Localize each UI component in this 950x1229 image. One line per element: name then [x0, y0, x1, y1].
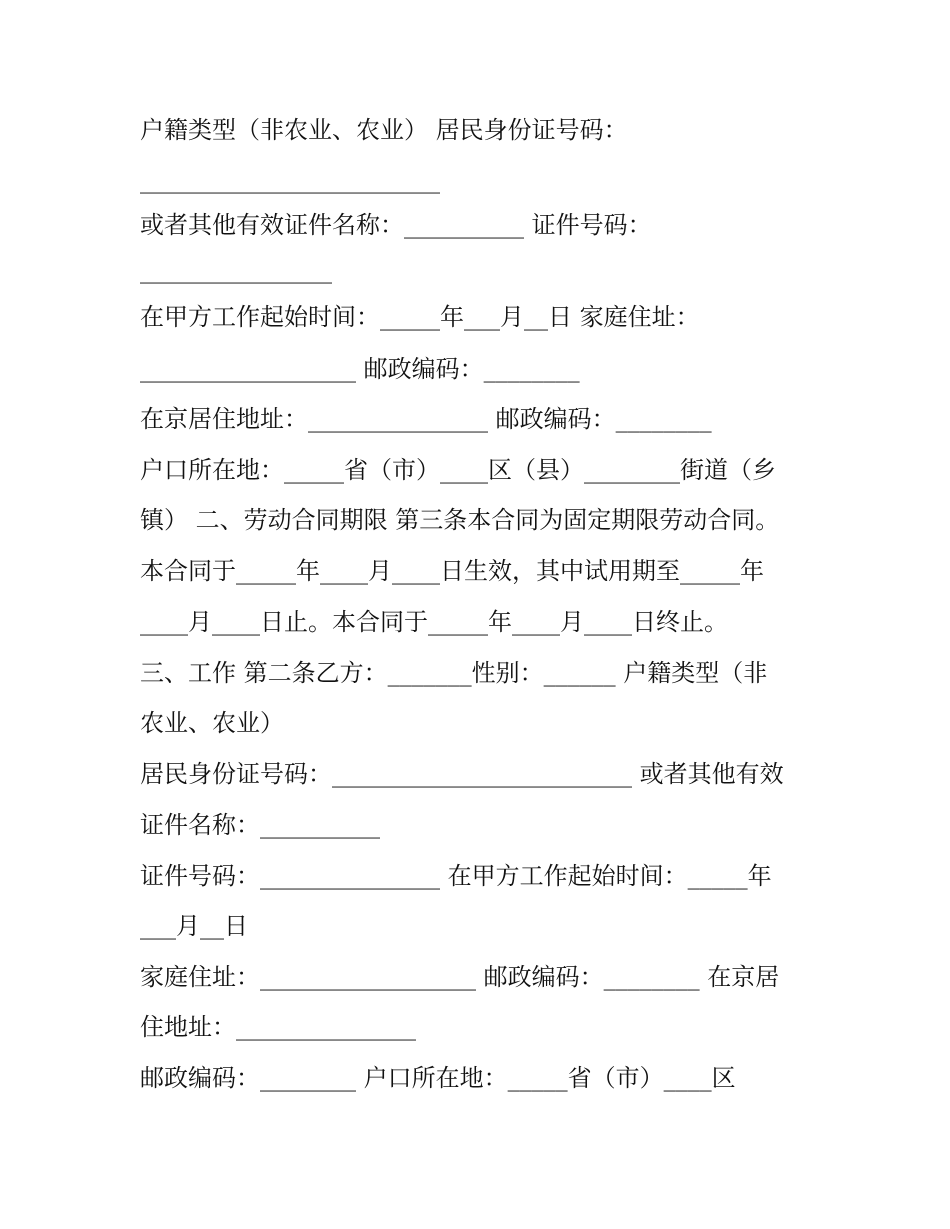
text-line: __________________ 邮政编码：________ — [140, 355, 580, 383]
text-line: ________________ — [140, 256, 332, 284]
text-line: 住地址：_______________ — [140, 1013, 416, 1041]
text-line: 在甲方工作起始时间：_____年___月__日 家庭住址： — [140, 303, 700, 331]
text-line: 或者其他有效证件名称：__________ 证件号码： — [140, 211, 652, 239]
text-line: 邮政编码：________ 户口所在地：_____省（市）____区 — [140, 1064, 736, 1092]
text-line: 镇） 二、劳动合同期限 第三条本合同为固定期限劳动合同。 — [140, 506, 780, 534]
text-line: 本合同于_____年____月____日生效，其中试用期至_____年 — [140, 557, 764, 585]
text-line: 户口所在地：_____省（市）____区（县）________街道（乡 — [140, 456, 776, 484]
text-line: 居民身份证号码：_________________________ 或者其他有效 — [140, 760, 784, 788]
text-line: _________________________ — [140, 166, 440, 194]
text-line: 证件号码：_______________ 在甲方工作起始时间：_____年 — [140, 862, 772, 890]
text-line: 农业、农业） — [140, 709, 284, 737]
text-line: 证件名称：__________ — [140, 811, 380, 839]
text-line: 户籍类型（非农业、农业） 居民身份证号码： — [140, 116, 628, 144]
text-line: ____月____日止。本合同于_____年____月____日终止。 — [140, 608, 728, 636]
text-line: 在京居住地址：_______________ 邮政编码：________ — [140, 405, 712, 433]
text-line: 家庭住址：__________________ 邮政编码：________ 在京居 — [140, 963, 780, 991]
text-line: 三、工作 第二条乙方：_______性别：______ 户籍类型（非 — [140, 659, 768, 687]
text-line: ___月__日 — [140, 912, 248, 940]
